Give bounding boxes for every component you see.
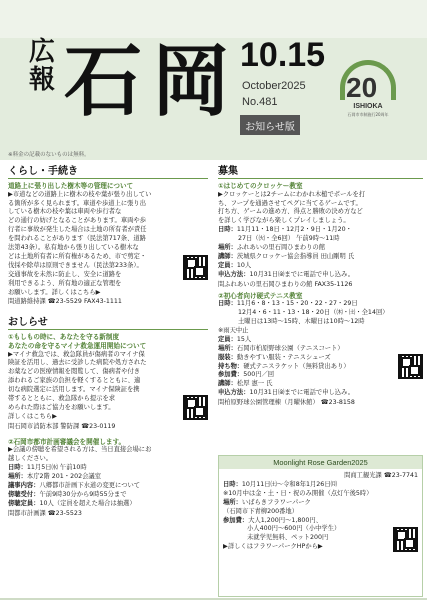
issue-date: 10.15 [240, 36, 326, 74]
detail-row: 参加費：500円／回 [218, 371, 275, 379]
contact-mynacard: 問石岡市消防本部 警防課 ☎23-0119 [8, 422, 116, 430]
article-line: る箇所が多く見られます。車道や歩道上に張り出 [8, 199, 147, 207]
koho-label [22, 38, 62, 94]
article-line: められた際はご協力をお願いします。 [8, 404, 115, 411]
logo-text: ISHIOKA [353, 103, 383, 110]
article-line: 険証を活用し、過去に受診した病院や処方された [8, 359, 147, 367]
article-line: 詳しくはこちら▶ [8, 412, 57, 420]
detail-row: 持ち物：硬式テニスラケット（無料貸出あり） [218, 362, 350, 370]
masthead-band [0, 0, 427, 38]
koho-char-1: 広 [28, 37, 55, 67]
detail-row: 日時：11月6・8・13・15・20・22・27・29日 [218, 300, 358, 308]
contact-croquet: 問ふれあいの里石岡ひまわりの館 FAX35-1126 [218, 280, 353, 288]
detail-row: 場所：ふれあいの里石岡ひまわりの館 [218, 244, 326, 252]
article-line: お薬などの医療情報を閲覧して、傷病者や付き [8, 368, 141, 376]
detail-row: 日時：10月11日㈯～令和8年1月26日㈪ [223, 480, 337, 488]
contact-tennis: 問柏原野球公園管理棟（月曜休館） ☎23-8158 [218, 399, 355, 407]
event-title: Moonlight Rose Garden2025 [219, 456, 422, 469]
detail-row: 小人400円～600円（小中学生） [247, 525, 341, 533]
article-line: 帯するとともに、救急隊から提示を求 [8, 395, 116, 403]
article-line: 伐採や除草は原則できません（民法第233条）。 [8, 261, 143, 269]
article-line: ▶マイナ救急では、救急隊員が傷病者のマイナ保 [8, 350, 145, 358]
article-line: 利用できるよう、所有地の適正な管理を [8, 279, 122, 287]
detail-row: 12月4・6・11・13・18・20日（㈭・㈯・全14回） [238, 309, 389, 317]
article-line: を詳しく学びながら楽しくプレイしましょう。 [218, 217, 350, 225]
detail-row: 場所：本庁2階 201・202会議室 [8, 473, 102, 481]
anniversary-logo [338, 58, 398, 120]
detail-row: 服装：動きやすい服装・テニスシューズ [218, 353, 331, 361]
contact-trees: 問道路維持課 ☎23-5529 FAX43-1111 [8, 298, 122, 306]
section-heading-recruit: 募集 [218, 162, 423, 179]
contact-council: 問都市計画課 ☎23-5523 [8, 509, 82, 517]
masthead [0, 0, 427, 160]
article-line: 交通事故を未然に防止し、安全に道路を [8, 270, 122, 278]
left-column [8, 162, 208, 519]
article-trees [8, 191, 208, 298]
detail-row: 土曜日は13時～15時、木曜日は10時～12時 [238, 317, 365, 325]
qr-code-icon[interactable] [183, 395, 208, 420]
logo-number: 20 [346, 72, 378, 103]
detail-row: （石岡市下青柳200番地） [223, 507, 298, 515]
article-mynacard [8, 351, 208, 422]
detail-row: 場所：石岡市柏原野球公園（テニスコート） [218, 344, 344, 352]
issue-number: No.481 [242, 96, 278, 108]
article-line: 法第43条）。私有地から張り出している樹木な [8, 244, 139, 252]
detail-row: 議事内容：八郷都市計画下水道の変更について [8, 481, 141, 489]
article-tennis [218, 300, 423, 398]
qr-code-icon[interactable] [393, 527, 418, 552]
detail-row: 申込方法：10月31日㈮までに電話で申し込み。 [218, 270, 355, 278]
detail-row: 日時：11月5日㈬ 午前10時 [8, 464, 87, 472]
detail-row: 27日（㈫・全6回） 午前9時～11時 [238, 235, 340, 243]
detail-row: 日時：11月11・18日・12月2・9日・1月20・ [218, 226, 352, 234]
article-line: 添われるご家族の負担を軽くするとともに、適 [8, 377, 141, 385]
article-line: 行者に事故が発生した場合は土地の所有者が責任 [8, 226, 147, 234]
detail-row: 参加費：大人1,200円～1,800円、 [223, 516, 323, 524]
article-line: ▶会議の傍聴を希望される方は、当日直接会場にお [8, 446, 152, 454]
detail-row: 未就学児無料、ペット200円 [247, 534, 329, 542]
qr-code-icon[interactable] [183, 255, 208, 280]
detail-row: 講師：茨城県クロッケー協会指導員 田山剛明 氏 [218, 252, 355, 260]
logo-subtext: 石岡市市制施行20周年 [347, 112, 389, 117]
article-heading-mynacard-1: ①もしもの時に、あなたを守る新制度 [8, 333, 120, 342]
detail-row: 傍聴受付：午前9時30分から9時55分まで [8, 490, 127, 498]
article-heading-mynacard-2: あなたの命を守るマイナ救急運用開始について [8, 341, 147, 350]
detail-row: 定員：10人 [218, 261, 252, 269]
article-heading-croquet: ①はじめてのクロッケー教室 [218, 182, 303, 190]
article-line: どは土地所有者に所有権があるため、市で剪定・ [8, 252, 147, 260]
article-line: ち、フープを通過させてペグに当てるゲームです。 [218, 199, 362, 207]
article-line: している樹木の枝や葉は車両や歩行者な [8, 208, 122, 216]
detail-row: 定員：15人 [218, 335, 252, 343]
publication-title: 石岡 [64, 36, 241, 127]
article-line: ▶市道などの道路上に樹木の枝や葉が張り出してい [8, 190, 152, 198]
article-line: ▶クロッケーとは2チームにわかれ木槌でボールを打 [218, 190, 366, 198]
article-heading-tennis: ②初心者向け硬式テニス教室 [218, 291, 303, 300]
event-contact: 問商工観光課 ☎23-7741 [344, 472, 418, 479]
article-line: お願いします。詳しくはこちら▶ [8, 288, 101, 296]
detail-row: ※雨天中止 [218, 326, 249, 334]
detail-row: 場所：いばらきフラワーパーク [223, 498, 311, 506]
fee-note: ※料金の記載のないものは無料。 [8, 152, 90, 158]
article-line: を問われることがあります（民法第717条、道路 [8, 235, 146, 243]
detail-row: 傍聴定員：10人（定員を超えた場合は抽選） [8, 499, 136, 507]
detail-row: ※10月中は金・土・日・祝のみ開催（点灯午後5時） [223, 489, 373, 497]
detail-row: ▶詳しくはフラワーパークHPから▶ [223, 543, 323, 551]
event-box-rose-garden [218, 455, 423, 597]
right-column [218, 162, 423, 408]
koho-char-2: 報 [28, 65, 55, 95]
section-heading-notices: おしらせ [8, 313, 208, 330]
article-line: 越しください。 [8, 455, 53, 463]
article-heading-trees: 道路上に張り出した樹木等の管理について [8, 182, 134, 190]
article-line: どの通行の妨げとなることがあります。車両や歩 [8, 217, 147, 225]
qr-code-icon[interactable] [398, 354, 423, 379]
detail-row: 講師：松厚 憲一 氏 [218, 380, 273, 388]
detail-row: 申込方法：10月31日㈮までに電話で申し込み。 [218, 389, 355, 397]
issue-month: October2025 [242, 80, 306, 92]
article-heading-council: ②石岡市都市計画審議会を開催します。 [8, 437, 126, 446]
section-heading-living: くらし・手続き [8, 162, 208, 179]
article-line: 切な病院選定に活用します。マイナ保険証を携 [8, 386, 140, 394]
article-line: 打ち方、ゲームの進め方、得点と勝敗の決め方など [218, 208, 363, 216]
issue-label: お知らせ版 [240, 115, 300, 135]
